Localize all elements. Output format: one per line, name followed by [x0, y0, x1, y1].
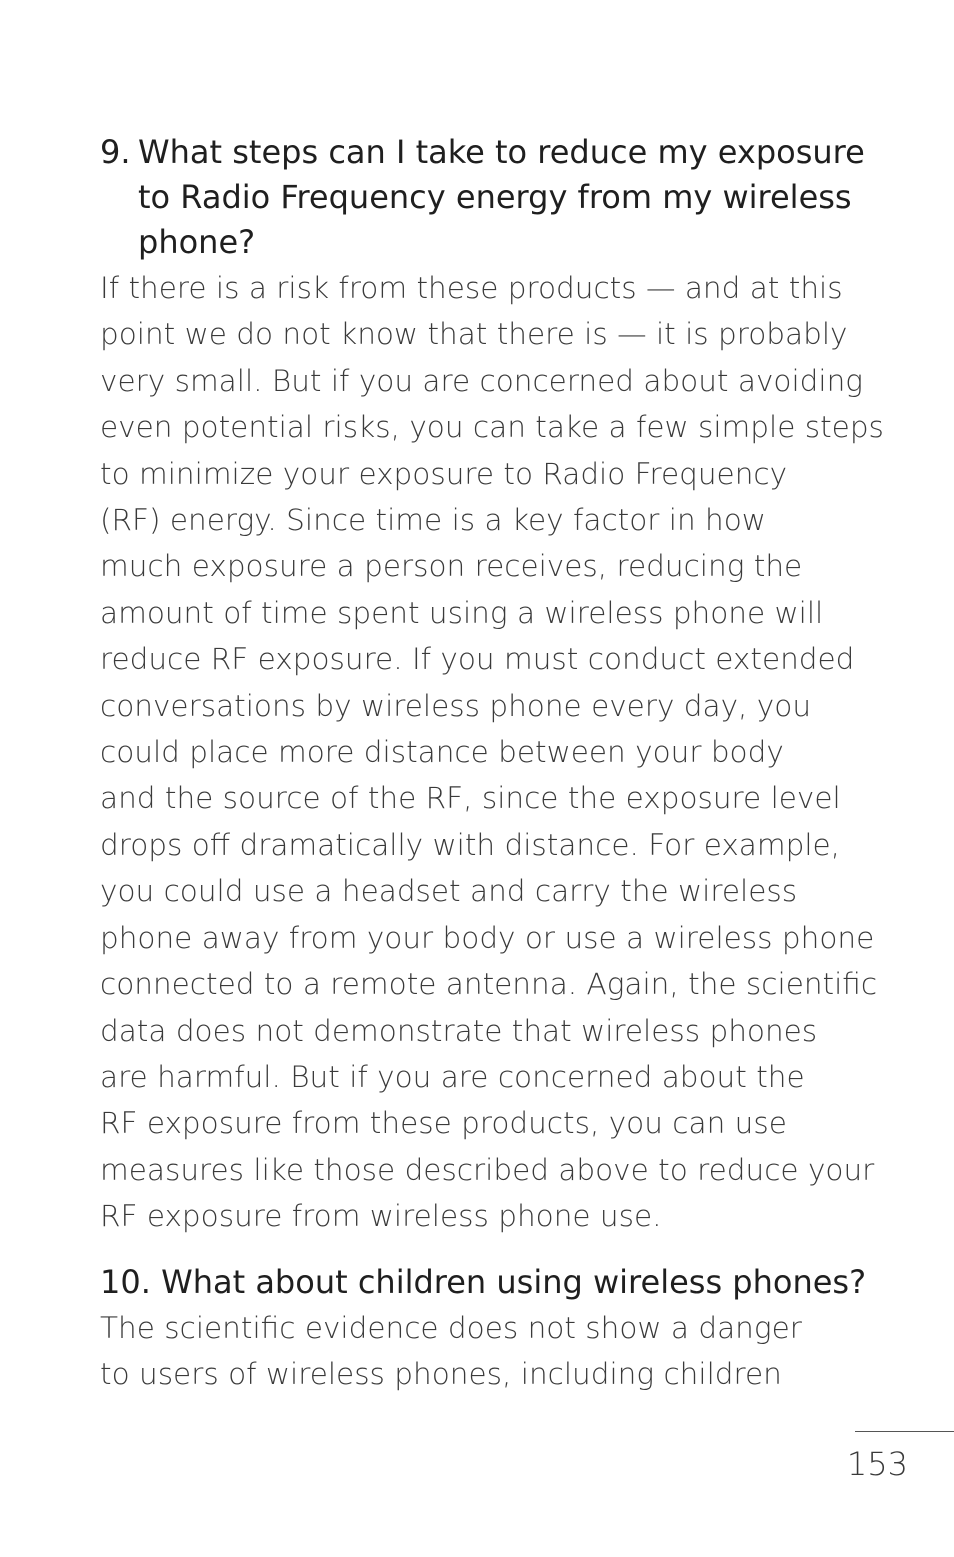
body-line: to minimize your exposure to Radio Frequency — [100, 456, 788, 491]
body-line: RF exposure from wireless phone use. — [100, 1199, 662, 1234]
body-line: to users of wireless phones, including children — [100, 1356, 782, 1391]
section-9-heading-text — [138, 130, 890, 265]
body-line: conversations by wireless phone every day, you — [100, 688, 812, 723]
body-line: very small. But if you are concerned about avoiding — [100, 363, 863, 398]
page-number: 153 — [846, 1445, 908, 1483]
body-line: much exposure a person receives, reducing the — [100, 549, 803, 584]
footer-divider — [855, 1431, 954, 1432]
body-line: point we do not know that there is — it is probably — [100, 317, 848, 352]
heading-line: phone? — [138, 223, 256, 261]
body-line: even potential risks, you can take a few simple steps — [100, 410, 884, 445]
body-line: (RF) energy. Since time is a key factor in how — [100, 503, 766, 538]
section-9-heading — [100, 130, 890, 265]
section-spacer — [100, 1240, 890, 1260]
body-line: data does not demonstrate that wireless phones — [100, 1013, 818, 1048]
body-line: reduce RF exposure. If you must conduct extended — [100, 642, 855, 677]
section-10-heading — [100, 1260, 890, 1305]
section-9-number: 9. — [100, 133, 131, 171]
body-line: The scientific evidence does not show a danger — [100, 1310, 802, 1345]
body-line: phone away from your body or use a wireless phone — [100, 920, 875, 955]
body-line: If there is a risk from these products — and at this — [100, 271, 843, 305]
body-line: drops off dramatically with distance. For example, — [100, 827, 841, 862]
section-10-body — [100, 1305, 890, 1398]
page-content — [100, 130, 890, 1397]
section-9-body — [100, 265, 890, 1240]
body-line: RF exposure from these products, you can use — [100, 1106, 787, 1141]
body-line: you could use a headset and carry the wireless — [100, 874, 798, 909]
heading-line: to Radio Frequency energy from my wireless — [138, 178, 852, 216]
body-line: could place more distance between your body — [100, 735, 784, 770]
body-line: measures like those described above to reduce your — [100, 1152, 875, 1187]
body-line: connected to a remote antenna. Again, the scientific — [100, 967, 878, 1002]
section-10-heading-text: 10. What about children using wireless phones? — [100, 1262, 867, 1301]
heading-line: What steps can I take to reduce my exposure — [138, 133, 865, 171]
body-line: and the source of the RF, since the exposure level — [100, 781, 841, 816]
body-line: are harmful. But if you are concerned about the — [100, 1059, 805, 1094]
body-line: amount of time spent using a wireless phone will — [100, 595, 824, 630]
